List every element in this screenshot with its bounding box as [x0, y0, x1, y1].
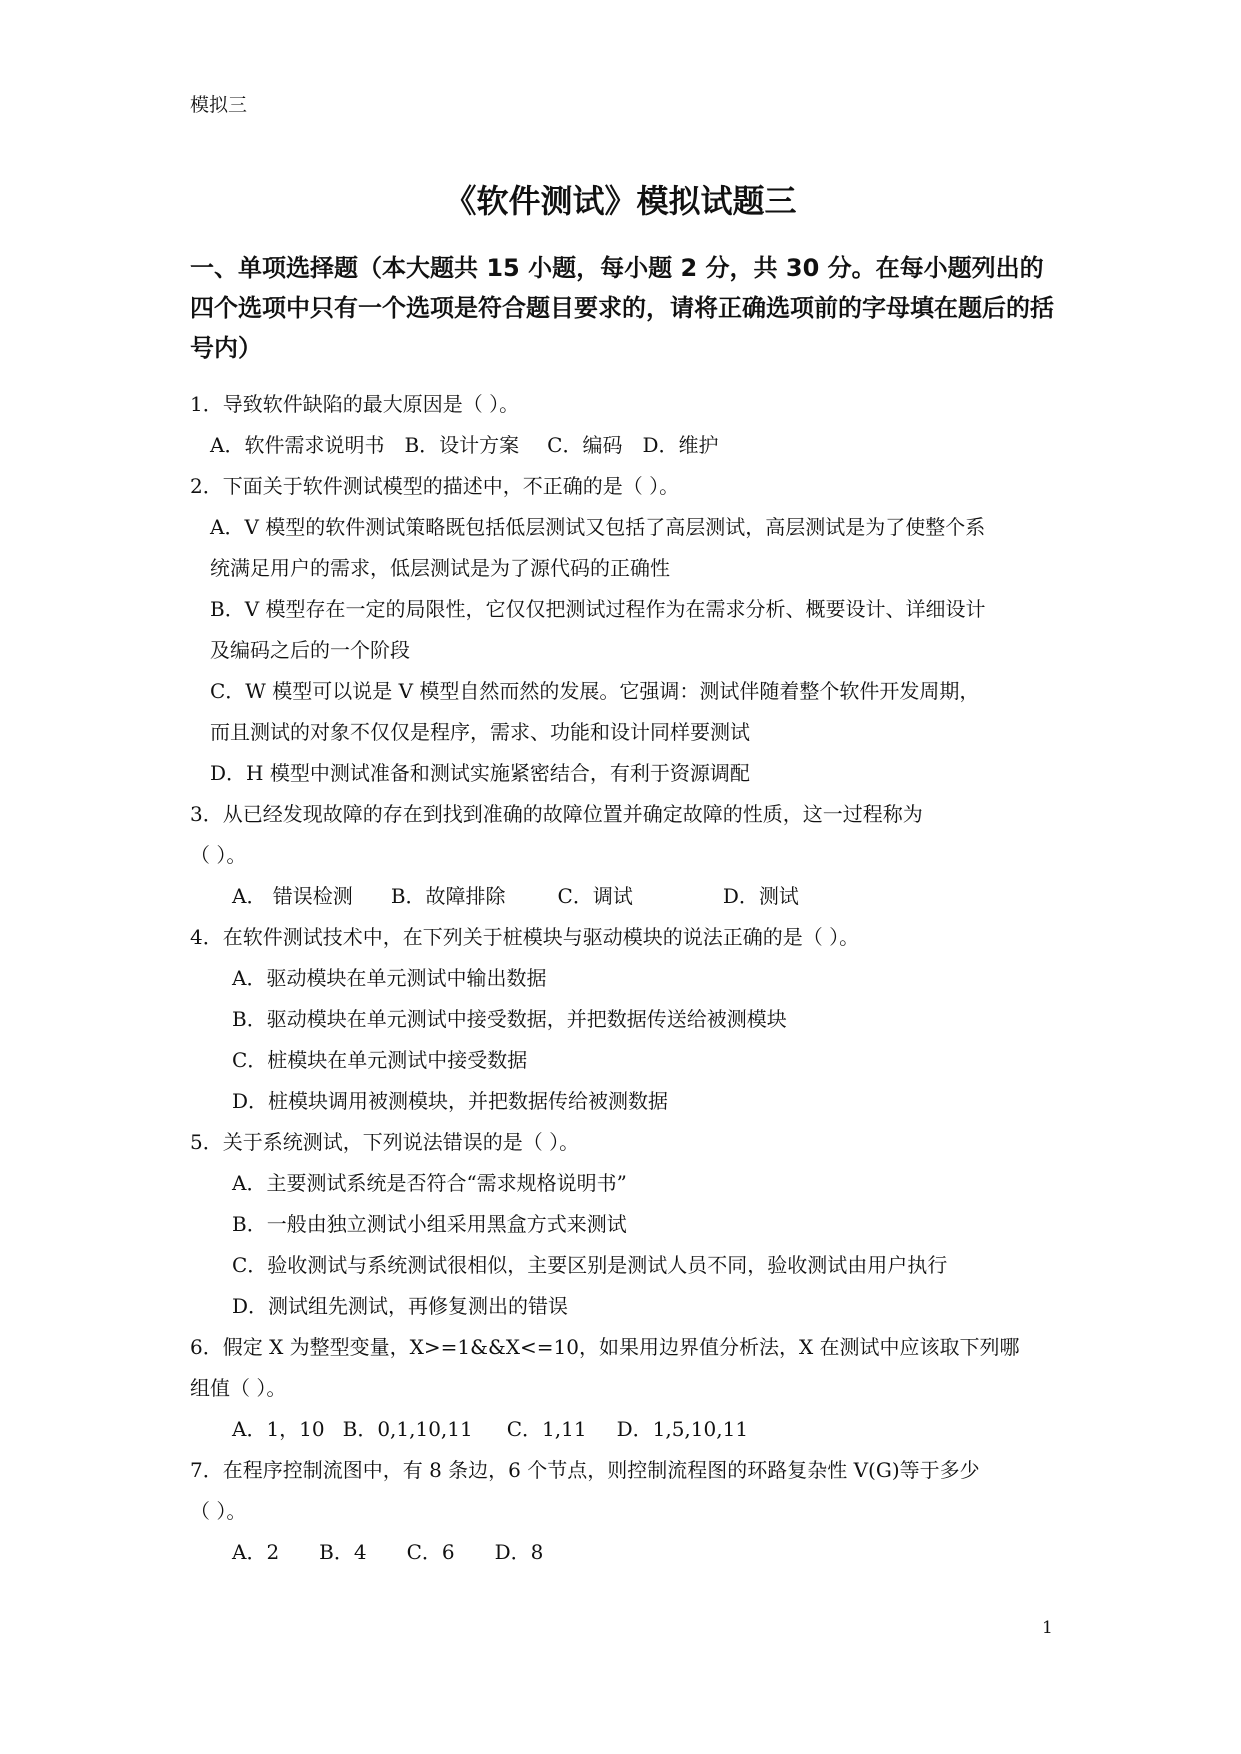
question-6 — [190, 1327, 1062, 1450]
option-text: A．V 模型的软件测试策略既包括低层测试又包括了高层测试，高层测试是为了使整个系 — [210, 515, 986, 539]
question-stem: 4．在软件测试技术中，在下列关于桩模块与驱动模块的说法正确的是（ ）。 — [190, 925, 860, 949]
option-text: C．W 模型可以说是 V 模型自然而然的发展。它强调：测试伴随着整个软件开发周期， — [210, 679, 980, 703]
option-text: A．主要测试系统是否符合“需求规格说明书” — [232, 1171, 627, 1195]
question-stem-cont: 组值（ ）。 — [190, 1376, 287, 1400]
question-stem: 1．导致软件缺陷的最大原因是（ ）。 — [190, 392, 520, 416]
question-5 — [190, 1122, 1062, 1327]
option-text: B．V 模型存在一定的局限性，它仅仅把测试过程作为在需求分析、概要设计、详细设计 — [210, 597, 986, 621]
option-d: D．1,5,10,11 — [616, 1417, 749, 1441]
question-2 — [190, 466, 1062, 794]
option-text: D．测试组先测试，再修复测出的错误 — [232, 1294, 569, 1318]
question-stem-cont: （ ）。 — [190, 843, 247, 867]
question-3 — [190, 794, 1062, 917]
option-c: C．编码 — [547, 433, 623, 457]
option-c: C．1,11 — [506, 1417, 587, 1441]
option-text: 统满足用户的需求，低层测试是为了源代码的正确性 — [210, 556, 670, 580]
option-a: A．1，10 — [232, 1417, 325, 1441]
options-row — [190, 425, 1062, 466]
header-label: 模拟三 — [190, 94, 248, 116]
option-text: D．桩模块调用被测模块，并把数据传给被测数据 — [232, 1089, 669, 1113]
options-row — [190, 876, 1062, 917]
question-stem: 3．从已经发现故障的存在到找到准确的故障位置并确定故障的性质，这一过程称为 — [190, 802, 923, 826]
option-b: B．故障排除 — [390, 884, 506, 908]
option-c: C．6 — [406, 1540, 455, 1564]
option-b: B．4 — [319, 1540, 367, 1564]
option-b: B．设计方案 — [404, 433, 520, 457]
page-title: 《软件测试》模拟试题三 — [444, 182, 797, 220]
question-stem: 7．在程序控制流图中，有 8 条边，6 个节点，则控制流程图的环路复杂性 V(G)等于多少 — [190, 1458, 980, 1482]
option-d: D．8 — [494, 1540, 544, 1564]
option-text: A．驱动模块在单元测试中输出数据 — [232, 966, 547, 990]
question-stem: 5．关于系统测试，下列说法错误的是（ ）。 — [190, 1130, 580, 1154]
question-4 — [190, 917, 1062, 1122]
question-list — [190, 384, 1062, 1573]
option-a: A．2 — [232, 1540, 280, 1564]
option-b: B．0,1,10,11 — [342, 1417, 473, 1441]
options-row — [190, 1532, 1062, 1573]
options-row — [190, 1409, 1062, 1450]
option-d: D．维护 — [642, 433, 719, 457]
question-1 — [190, 384, 1062, 466]
option-text: B．驱动模块在单元测试中接受数据，并把数据传送给被测模块 — [232, 1007, 787, 1031]
option-text: C．桩模块在单元测试中接受数据 — [232, 1048, 528, 1072]
option-text: B．一般由独立测试小组采用黑盒方式来测试 — [232, 1212, 627, 1236]
section-heading: 一、单项选择题（本大题共 15 小题，每小题 2 分，共 30 分。在每小题列出的四个选项中只有一个选项是符合题目要求的，请将正确选项前的字母填在题后的括号内） — [190, 254, 1054, 362]
option-text: 而且测试的对象不仅仅是程序，需求、功能和设计同样要测试 — [210, 720, 750, 744]
option-d: D．测试 — [722, 884, 799, 908]
option-text: 及编码之后的一个阶段 — [210, 638, 410, 662]
question-stem-cont: （ ）。 — [190, 1499, 247, 1523]
question-stem: 6．假定 X 为整型变量，X>=1&&X<=10，如果用边界值分析法，X 在测试中应该取下列哪 — [190, 1335, 1020, 1359]
option-c: C．调试 — [557, 884, 633, 908]
page-number: 1 — [1042, 1618, 1053, 1638]
question-stem: 2．下面关于软件测试模型的描述中，不正确的是（ ）。 — [190, 474, 680, 498]
option-a: A．软件需求说明书 — [210, 433, 385, 457]
question-7 — [190, 1450, 1062, 1573]
option-text: D．H 模型中测试准备和测试实施紧密结合，有利于资源调配 — [210, 761, 750, 785]
option-text: C．验收测试与系统测试很相似，主要区别是测试人员不同，验收测试由用户执行 — [232, 1253, 948, 1277]
option-a: A． 错误检测 — [232, 884, 353, 908]
